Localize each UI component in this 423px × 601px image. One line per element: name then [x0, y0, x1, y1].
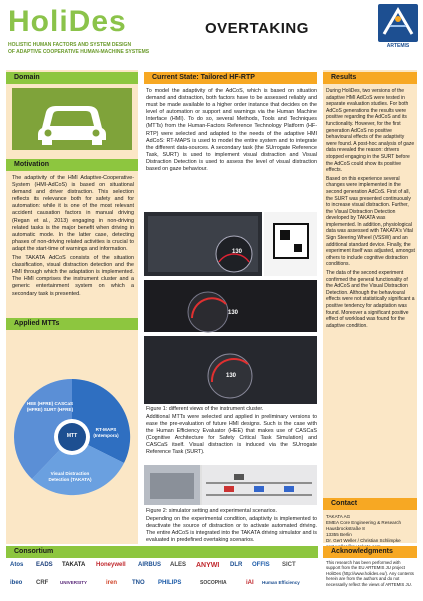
domain-panel: [12, 88, 132, 150]
motivation-heading: Motivation: [6, 159, 138, 171]
partner-logo: iren: [106, 580, 118, 586]
contact-line: TAKATA AG: [326, 514, 351, 519]
partner-logo: EADS: [36, 562, 53, 568]
acknowledgments-heading: Acknowledgments: [323, 546, 417, 558]
cluster-speed-readout-3: 130: [226, 373, 237, 379]
partner-logo: Honeywell: [96, 562, 126, 568]
partner-logo: TAKATA: [62, 562, 86, 568]
figure2-caption: Figure 2: simulator setting and experimental scenarios.: [146, 508, 277, 514]
cluster-speed-readout: 130: [228, 310, 239, 316]
artemis-label: ARTEMIS: [386, 43, 410, 49]
partner-logo: CRF: [36, 580, 49, 586]
results-heading: Results: [323, 72, 417, 84]
logo-wordmark: HoliDes: [8, 5, 127, 38]
partner-logo: OFFIS: [252, 562, 270, 568]
contact-line: Dr. Gert Weller / Christian Schlimpke: [326, 538, 401, 543]
poster-title: OVERTAKING: [205, 20, 309, 37]
partner-logo: TNO: [132, 580, 145, 586]
partner-logo: SICT: [282, 562, 296, 568]
simulator-figure: [144, 465, 317, 505]
logo-tagline-1: HOLISTIC HUMAN FACTORS AND SYSTEM DESIGN: [8, 42, 132, 48]
results-paragraph: The data of the second experiment confirmed the general functionality of the AdCoS and the Visual Distraction Detection. Although the behavioural effects were not statistically significant a positive tendency for adaptation was found. Moreover a significant positive effect of workload was found for the adaptive condition.: [326, 270, 415, 329]
partner-logo: Atos: [10, 562, 24, 568]
partner-logo: UNIVERSITY: [60, 580, 88, 585]
motivation-paragraph: The TAKATA AdCoS consists of the situation classification, visual distraction detection and the HMI through which the adaptation is implemented. The HMI comprises the instrument cluster and a generic entertainment system on which a secondary task is presented.: [12, 255, 134, 297]
contact-line: 13355 Berlin: [326, 532, 352, 537]
mtt-label-hee: HEE (HFRE) CASCaS (HFRE) SURT (HFRE): [26, 401, 74, 412]
figure1-caption: Figure 1: different views of the instrument cluster.: [146, 406, 264, 412]
current-state-intro: To model the adaptivity of the AdCoS, which is based on situation demand and distraction, both factors have to be assessed reliably and must be made available to a higher order instance that decides on the level of automation or support and warnings via the Human Machine Interface (HMI). To do so, several Methods, Tools and Techniques (MTTs) from the Human-Factors Reference Technology Platform (HF-RTP) were selected and adapted to the needs of the adaptive HMI AdCoS: RT-MAPS is used to model the entire system and to integrate the different data-sources. A secondary task (the SUrrogate Reference Task, SURT) is used to implement visual distraction and Visual Distraction Detection is used to assess the level of visual distraction based on gaze behaviour.: [146, 88, 317, 173]
motivation-paragraph: The adaptivity of the HMI Adaptive-Cooperative-System (HMI-AdCoS) is based on situational demand and driver distraction. This selection reflects its relevance both for safety and for automation: while it is one of the most relevant accident causation factors in manual driving (Regan et al., 2013) engaging in non-driving related tasks is the major benefit when driving in automatic mode. In the latter case, detecting phases of non-driving related activities is crucial to adapt the start-time of warnings and information.: [12, 175, 134, 252]
partner-logo: AIRBUS: [138, 562, 162, 568]
partner-logo: DLR: [230, 562, 243, 568]
domain-heading: Domain: [6, 72, 138, 84]
instrument-cluster-figure: [144, 212, 317, 404]
results-paragraph: During HoliDes, two versions of the adaptive HMI AdCoS were tested in separate evaluation studies. For both AdCoS generations the results were positive regarding the AdCoS and its functionality. However, for the first generation AdCoS no positive behavioural effects of the adaptivity were found. A post-hoc analysis of gaze data revealed the reason: drivers stopped engaging in the SURT before the AdCoS could show its positive effects.: [326, 88, 415, 174]
partner-logo: Human Efficiency: [262, 580, 300, 585]
partner-logo: ALES: [170, 562, 187, 568]
car-icon: [12, 88, 132, 150]
poster-header: [0, 0, 423, 62]
applied-mtts-heading: Applied MTTs: [6, 318, 138, 330]
mtt-label-rtmaps: RT-MAPS (Intempora): [93, 427, 119, 438]
mtt-label-vdd: Visual Distraction Detection (TAKATA): [48, 471, 92, 482]
acknowledgments-body: This research has been performed with support from the EU ARTEMIS JU project HoliDes (http://www.holides.eu/). Any contents herein are from the authors and do not necessarily reflect the views of ARTEMIS JU.: [326, 560, 414, 587]
holides-logo: [8, 6, 168, 58]
partner-logo: ANYWI: [196, 562, 220, 569]
mtt-diagram: [12, 333, 132, 539]
current-state-outro: Depending on the experimental condition, adaptivity is implemented to deactivate the source of distraction or to activate automated driving. The entire AdCoS is integrated into the TAKATA driving simulator and is evaluated in predefined overtaking scenarios.: [146, 516, 317, 544]
logo-tagline-2: OF ADAPTIVE COOPERATIVE HUMAN-MACHINE SYSTEMS: [8, 49, 150, 55]
results-body: [326, 88, 415, 331]
consortium-heading: Consortium: [6, 546, 318, 558]
consortium-logos: [10, 560, 316, 598]
motivation-body: [12, 175, 134, 300]
artemis-emblem: [378, 4, 418, 42]
partner-logo: SOCOPHIA: [200, 580, 227, 586]
artemis-logo: [378, 4, 418, 48]
contact-line: EMEA Core Engineering & Research: [326, 520, 402, 525]
mtt-center-label: MTT: [66, 433, 78, 439]
cluster-speed-readout-2: 130: [232, 249, 243, 255]
contact-heading: Contact: [323, 498, 417, 510]
contact-body: [326, 514, 415, 550]
contact-line: Hausbrockstraße 8: [326, 526, 365, 531]
current-state-middle: Additional MTTs were selected and applied in preliminary versions to ease the pre-evaluation of future HMI designs. Such is the case with the Human Efficiency Evaluator (HEE) that makes use of CASCaS (Cognitive Architecture for Safety Critical Task Simulation) and CASCaS itself. Visual distraction is induced via the SUrrogate Reference Task (SURT).: [146, 414, 317, 456]
current-state-heading: Current State: Tailored HF-RTP: [144, 72, 317, 84]
partner-logo: iAI: [246, 580, 254, 586]
results-paragraph: Based on this experience several changes were implemented in the second generation AdCoS. First of all, the SURT was presented continuously to increase visual distraction. Further, the Visual Distraction Detection developed by TAKATA was implemented. In addition, physiological data was assessed with TAKATA's Vital Sign Steering Wheel (VSSW) and an additional standard device. Finally, the experiment itself was adjusted, amongst others to include cognitive distraction conditions.: [326, 175, 415, 268]
partner-logo: ibeo: [10, 580, 23, 586]
partner-logo: PHILIPS: [158, 580, 182, 586]
